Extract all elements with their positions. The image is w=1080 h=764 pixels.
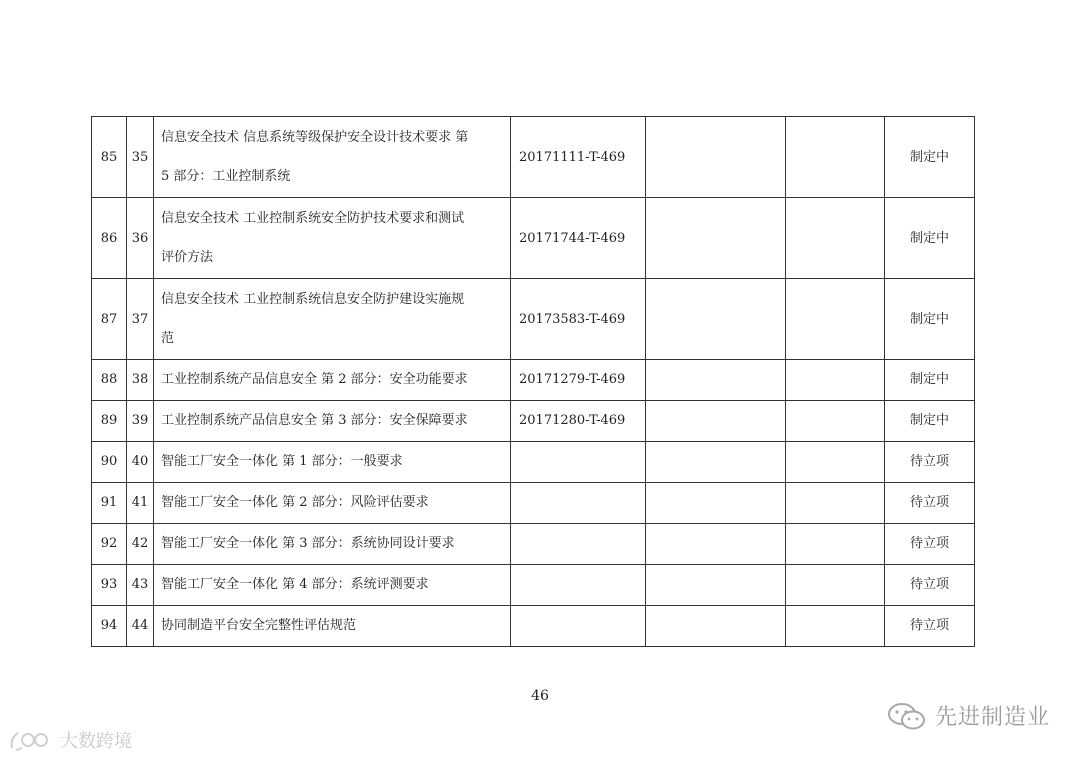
sub-seq-cell: 40 [127, 442, 154, 483]
empty-cell [646, 524, 786, 565]
standard-name-cell [154, 279, 511, 360]
standard-name-line2: 范 [161, 331, 175, 346]
seq-cell: 92 [92, 524, 127, 565]
corner-watermark-text: 大数跨境 [60, 731, 132, 752]
seq-cell: 86 [92, 198, 127, 279]
table-row [92, 442, 975, 483]
table-row [92, 117, 975, 198]
empty-cell [646, 360, 786, 401]
empty-cell [786, 117, 885, 198]
standard-name-cell: 智能工厂安全一体化 第 3 部分：系统协同设计要求 [154, 524, 511, 565]
plan-number-cell [511, 442, 646, 483]
table-row [92, 401, 975, 442]
sub-seq-cell: 36 [127, 198, 154, 279]
sub-seq-cell: 42 [127, 524, 154, 565]
seq-cell: 91 [92, 483, 127, 524]
sub-seq-cell: 38 [127, 360, 154, 401]
empty-cell [786, 524, 885, 565]
table-row [92, 198, 975, 279]
plan-number-cell: 20171111-T-469 [511, 117, 646, 198]
status-cell: 待立项 [885, 442, 975, 483]
standard-name-cell: 智能工厂安全一体化 第 2 部分：风险评估要求 [154, 483, 511, 524]
wechat-icon [887, 701, 927, 731]
standard-name-line1: 信息安全技术 信息系统等级保护安全设计技术要求 第 [161, 130, 469, 145]
status-cell: 制定中 [885, 279, 975, 360]
sub-seq-cell: 43 [127, 565, 154, 606]
page-number: 46 [531, 688, 549, 704]
standard-name-line1: 信息安全技术 工业控制系统信息安全防护建设实施规 [161, 292, 465, 307]
status-cell: 待立项 [885, 483, 975, 524]
seq-cell: 89 [92, 401, 127, 442]
empty-cell [786, 565, 885, 606]
seq-cell: 85 [92, 117, 127, 198]
empty-cell [646, 198, 786, 279]
sub-seq-cell: 41 [127, 483, 154, 524]
standards-table [91, 116, 975, 647]
plan-number-cell: 20173583-T-469 [511, 279, 646, 360]
status-cell: 制定中 [885, 401, 975, 442]
standard-name-cell: 协同制造平台安全完整性评估规范 [154, 606, 511, 647]
sub-seq-cell: 39 [127, 401, 154, 442]
table-row [92, 524, 975, 565]
empty-cell [646, 279, 786, 360]
empty-cell [646, 117, 786, 198]
seq-cell: 93 [92, 565, 127, 606]
empty-cell [786, 279, 885, 360]
sub-seq-cell: 37 [127, 279, 154, 360]
status-cell: 待立项 [885, 524, 975, 565]
seq-cell: 87 [92, 279, 127, 360]
empty-cell [646, 565, 786, 606]
standard-name-cell: 智能工厂安全一体化 第 1 部分：一般要求 [154, 442, 511, 483]
standard-name-cell: 工业控制系统产品信息安全 第 3 部分：安全保障要求 [154, 401, 511, 442]
status-cell: 制定中 [885, 360, 975, 401]
status-cell: 制定中 [885, 198, 975, 279]
sub-seq-cell: 35 [127, 117, 154, 198]
plan-number-cell [511, 483, 646, 524]
table-row [92, 483, 975, 524]
seq-cell: 94 [92, 606, 127, 647]
empty-cell [786, 401, 885, 442]
table-row [92, 360, 975, 401]
standard-name-line2: 5 部分：工业控制系统 [161, 169, 291, 184]
plan-number-cell: 20171744-T-469 [511, 198, 646, 279]
standard-name-cell: 工业控制系统产品信息安全 第 2 部分：安全功能要求 [154, 360, 511, 401]
status-cell: 待立项 [885, 606, 975, 647]
table-row [92, 279, 975, 360]
status-cell: 制定中 [885, 117, 975, 198]
plan-number-cell: 20171280-T-469 [511, 401, 646, 442]
empty-cell [646, 483, 786, 524]
plan-number-cell [511, 524, 646, 565]
empty-cell [786, 360, 885, 401]
empty-cell [786, 442, 885, 483]
plan-number-cell [511, 565, 646, 606]
seq-cell: 90 [92, 442, 127, 483]
empty-cell [786, 483, 885, 524]
standard-name-line2: 评价方法 [161, 250, 214, 265]
empty-cell [646, 401, 786, 442]
standard-name-line1: 信息安全技术 工业控制系统安全防护技术要求和测试 [161, 211, 465, 226]
status-cell: 待立项 [885, 565, 975, 606]
seq-cell: 88 [92, 360, 127, 401]
standard-name-cell [154, 198, 511, 279]
dashujuajing-logo-icon [8, 728, 54, 752]
wechat-watermark [887, 700, 1050, 731]
corner-watermark [8, 727, 132, 753]
wechat-account-name: 先进制造业 [934, 705, 1050, 730]
plan-number-cell [511, 606, 646, 647]
empty-cell [786, 198, 885, 279]
table-row [92, 565, 975, 606]
empty-cell [786, 606, 885, 647]
empty-cell [646, 442, 786, 483]
standard-name-cell [154, 117, 511, 198]
standard-name-cell: 智能工厂安全一体化 第 4 部分：系统评测要求 [154, 565, 511, 606]
table-row [92, 606, 975, 647]
plan-number-cell: 20171279-T-469 [511, 360, 646, 401]
empty-cell [646, 606, 786, 647]
sub-seq-cell: 44 [127, 606, 154, 647]
